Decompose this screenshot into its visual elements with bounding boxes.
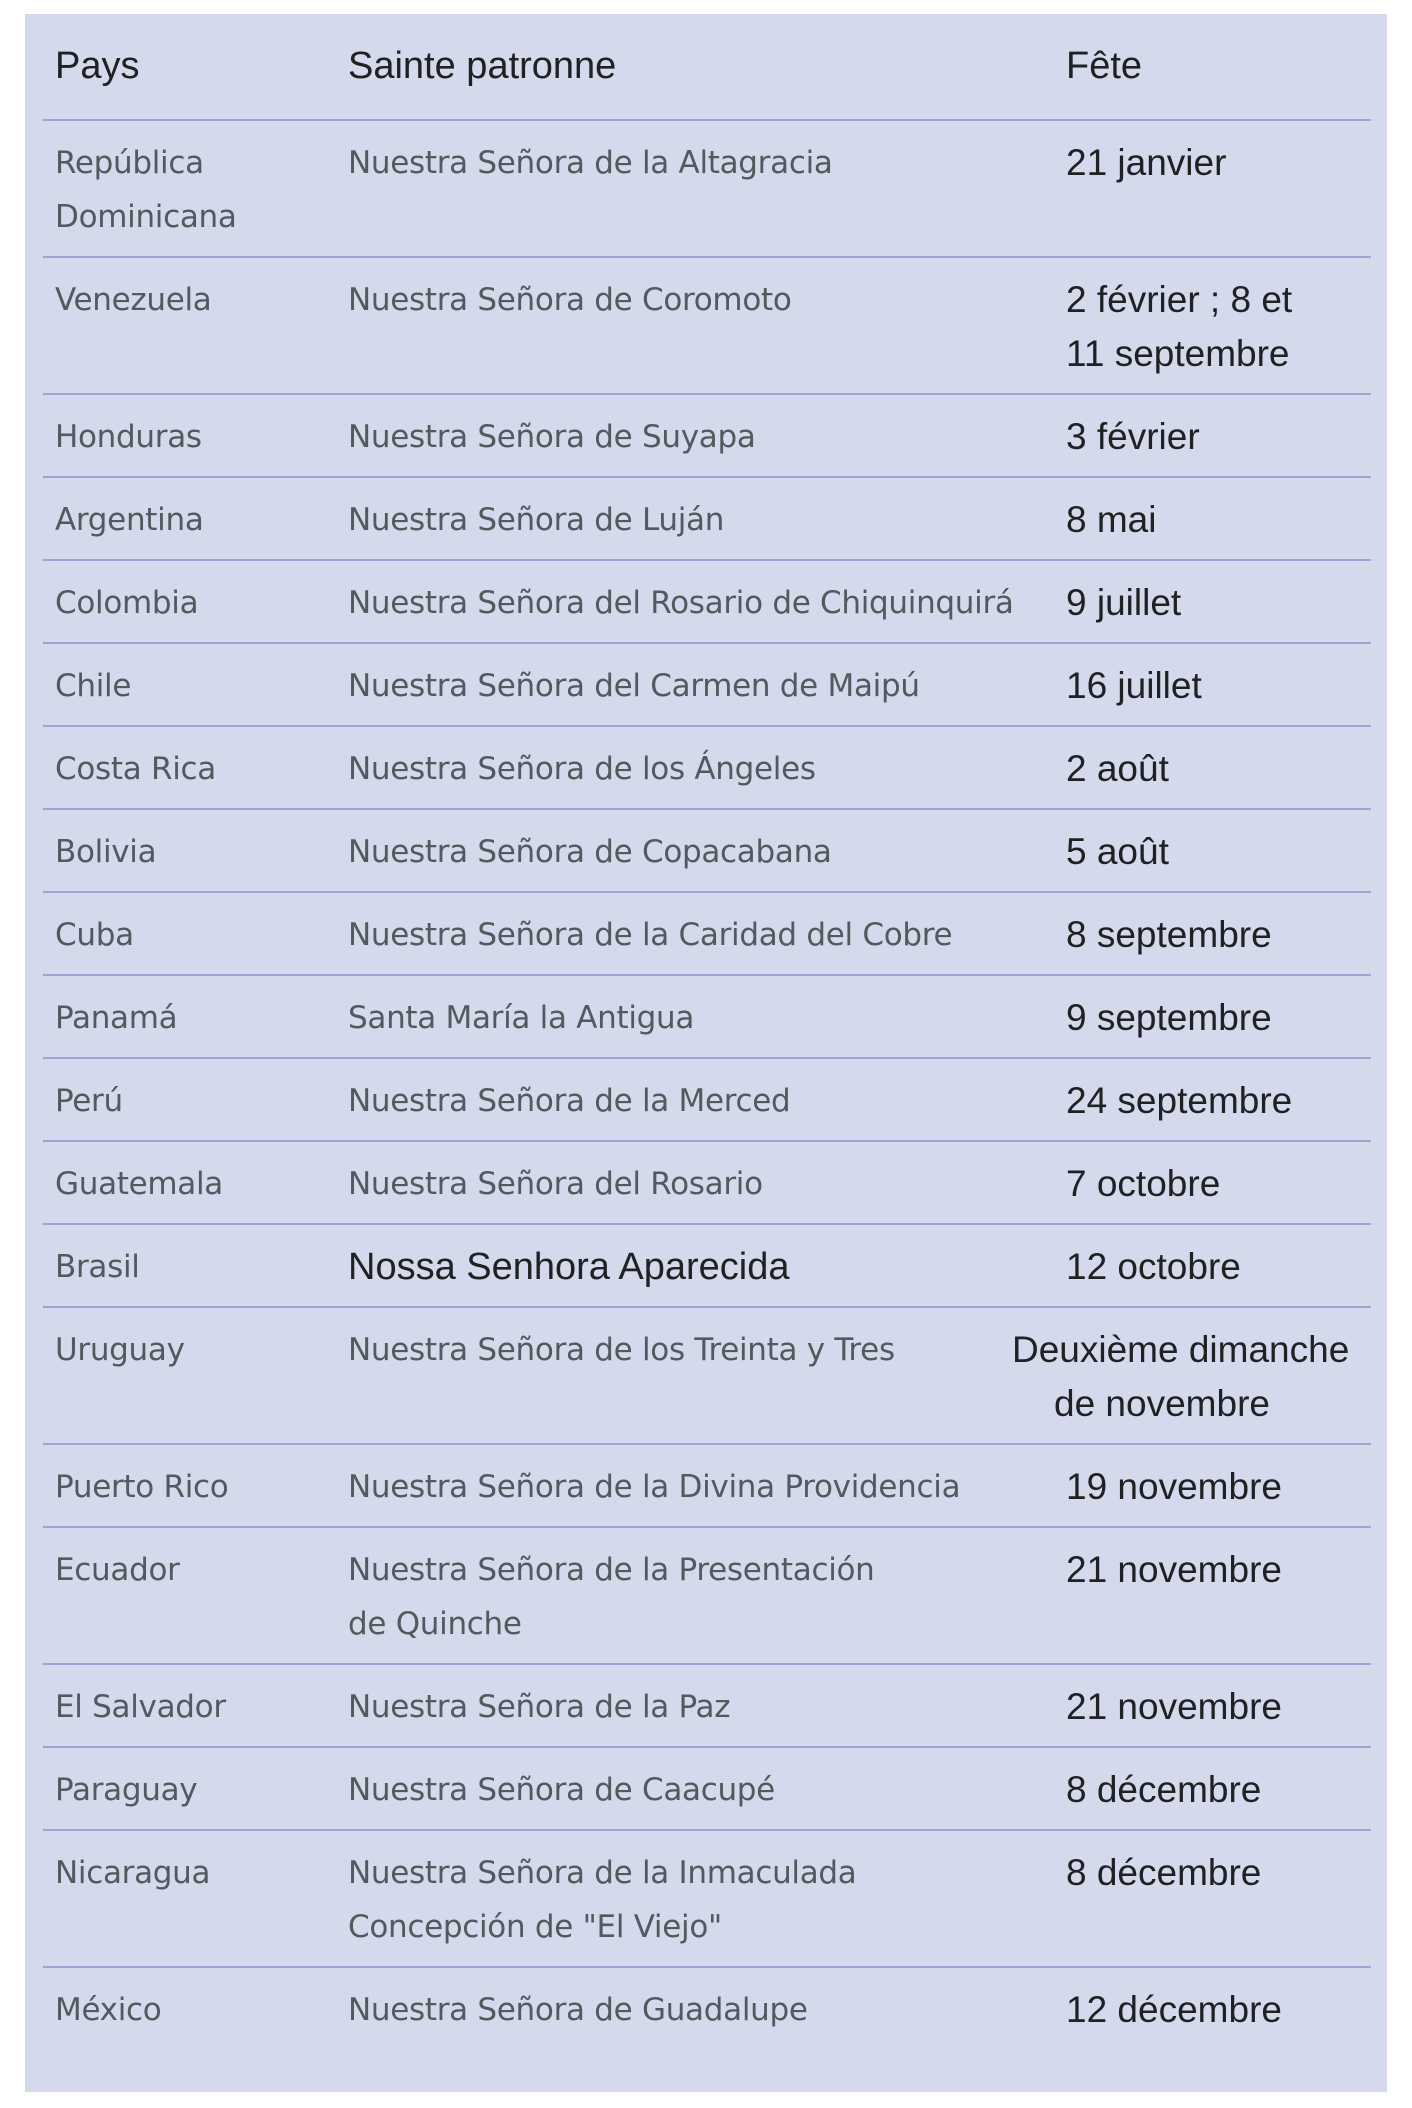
- cell-fete: [1012, 1307, 1371, 1444]
- cell-sainte-line: Concepción de "El Viejo": [348, 1909, 722, 1945]
- cell-sainte-line: Nuestra Señora de Coromoto: [348, 282, 792, 318]
- cell-pays-line: El Salvador: [55, 1689, 226, 1725]
- cell-sainte-line: Nuestra Señora del Rosario de Chiquinquirá: [348, 585, 1014, 621]
- cell-pays-line: Dominicana: [55, 199, 237, 235]
- cell-fete: [1054, 477, 1371, 560]
- cell-fete-line: 2 août: [1066, 748, 1169, 789]
- table-row: [43, 975, 1371, 1058]
- cell-sainte: [336, 1747, 1054, 1830]
- cell-pays: [43, 892, 336, 975]
- cell-sainte-line: Nuestra Señora de Caacupé: [348, 1772, 775, 1808]
- cell-fete: [1054, 1830, 1371, 1967]
- cell-pays-line: Panamá: [55, 1000, 178, 1036]
- cell-sainte-line: Nuestra Señora de Guadalupe: [348, 1992, 808, 2028]
- cell-fete-line: 9 septembre: [1066, 997, 1272, 1038]
- cell-fete: [1054, 1444, 1371, 1527]
- cell-pays: [43, 1664, 336, 1747]
- cell-sainte-line: Nuestra Señora de la Altagracia: [348, 145, 833, 181]
- cell-sainte-line: Nuestra Señora de la Presentación: [348, 1552, 875, 1588]
- table-row: [43, 1224, 1371, 1307]
- cell-pays: [43, 1058, 336, 1141]
- cell-pays: [43, 1967, 336, 2049]
- cell-fete-line: 24 septembre: [1066, 1080, 1293, 1121]
- table-row: [43, 477, 1371, 560]
- cell-fete-line: 21 janvier: [1066, 142, 1227, 183]
- cell-fete-line: 8 mai: [1066, 499, 1157, 540]
- cell-sainte: [336, 1527, 1054, 1664]
- table-row: [43, 1967, 1371, 2049]
- cell-pays: [43, 560, 336, 643]
- cell-pays-line: Honduras: [55, 419, 202, 455]
- cell-pays: [43, 1527, 336, 1664]
- cell-fete-line: 9 juillet: [1066, 582, 1182, 623]
- cell-pays-line: Guatemala: [55, 1166, 223, 1202]
- cell-fete-line: de novembre: [1054, 1383, 1270, 1424]
- cell-sainte-line: Nuestra Señora de Suyapa: [348, 419, 756, 455]
- cell-pays-line: Paraguay: [55, 1772, 198, 1808]
- cell-sainte-line: Nuestra Señora de la Inmaculada: [348, 1855, 857, 1891]
- cell-sainte: [336, 120, 1054, 257]
- cell-sainte-line: Nuestra Señora de la Paz: [348, 1689, 731, 1725]
- cell-sainte-line: Santa María la Antigua: [348, 1000, 695, 1036]
- table-row: [43, 120, 1371, 257]
- cell-pays: [43, 1444, 336, 1527]
- cell-fete-line: 21 novembre: [1066, 1686, 1282, 1727]
- table-row: [43, 892, 1371, 975]
- cell-sainte: [336, 477, 1054, 560]
- cell-fete: [1054, 1141, 1371, 1224]
- table-row: [43, 1830, 1371, 1967]
- cell-sainte-line: Nuestra Señora de los Treinta y Tres: [348, 1332, 895, 1368]
- cell-pays: [43, 1307, 336, 1444]
- cell-fete: [1054, 1967, 1371, 2049]
- cell-pays: [43, 257, 336, 394]
- table-row: [43, 1307, 1371, 1444]
- cell-pays-line: Brasil: [55, 1249, 140, 1285]
- cell-pays-line: Puerto Rico: [55, 1469, 229, 1505]
- cell-fete-line: 2 février ; 8 et: [1066, 279, 1293, 320]
- table-header-row: [43, 14, 1371, 120]
- cell-fete-line: 12 octobre: [1066, 1246, 1241, 1287]
- cell-sainte: [336, 892, 1054, 975]
- cell-sainte: [336, 809, 1054, 892]
- cell-sainte: [336, 257, 1054, 394]
- cell-pays-line: Colombia: [55, 585, 199, 621]
- cell-pays: [43, 1830, 336, 1967]
- cell-sainte-line: Nuestra Señora de la Caridad del Cobre: [348, 917, 953, 953]
- cell-fete-line: 7 octobre: [1066, 1163, 1221, 1204]
- cell-pays: [43, 809, 336, 892]
- cell-pays: [43, 643, 336, 726]
- cell-fete-line: 3 février: [1066, 416, 1200, 457]
- cell-sainte: [336, 1307, 1054, 1444]
- cell-sainte-line: Nuestra Señora del Carmen de Maipú: [348, 668, 920, 704]
- cell-pays-line: Perú: [55, 1083, 123, 1119]
- cell-sainte: [336, 560, 1054, 643]
- cell-pays: [43, 1224, 336, 1307]
- table-row: [43, 726, 1371, 809]
- cell-pays: [43, 726, 336, 809]
- cell-fete-line: 5 août: [1066, 831, 1169, 872]
- cell-fete: [1054, 1747, 1371, 1830]
- table-row: [43, 257, 1371, 394]
- table-row: [43, 1444, 1371, 1527]
- cell-sainte: [336, 1830, 1054, 1967]
- cell-fete: [1054, 1527, 1371, 1664]
- table-row: [43, 394, 1371, 477]
- header-pays: Pays: [43, 14, 336, 120]
- cell-pays-line: República: [55, 145, 204, 181]
- cell-sainte: [336, 1224, 1054, 1307]
- table-row: [43, 809, 1371, 892]
- cell-sainte: [336, 1444, 1054, 1527]
- cell-sainte-line: Nuestra Señora de la Divina Providencia: [348, 1469, 961, 1505]
- cell-sainte-line: Nuestra Señora del Rosario: [348, 1166, 763, 1202]
- cell-pays-line: Bolivia: [55, 834, 157, 870]
- cell-fete-line: 19 novembre: [1066, 1466, 1282, 1507]
- cell-fete: [1054, 120, 1371, 257]
- cell-pays-line: México: [55, 1992, 162, 2028]
- cell-fete: [1054, 892, 1371, 975]
- table-row: [43, 1747, 1371, 1830]
- header-fete: Fête: [1054, 14, 1371, 120]
- cell-sainte-line: Nuestra Señora de la Merced: [348, 1083, 791, 1119]
- cell-fete: [1054, 1664, 1371, 1747]
- cell-fete-line: 21 novembre: [1066, 1549, 1282, 1590]
- cell-sainte: [336, 1967, 1054, 2049]
- cell-fete-line: 8 décembre: [1066, 1852, 1262, 1893]
- cell-fete-line: 8 décembre: [1066, 1769, 1262, 1810]
- table-row: [43, 1527, 1371, 1664]
- cell-pays: [43, 477, 336, 560]
- cell-fete-line: 11 septembre: [1066, 333, 1290, 374]
- cell-sainte-line: de Quinche: [348, 1606, 522, 1642]
- cell-fete: [1054, 643, 1371, 726]
- cell-pays: [43, 975, 336, 1058]
- table-row: [43, 1058, 1371, 1141]
- cell-fete: [1054, 1224, 1371, 1307]
- cell-pays-line: Cuba: [55, 917, 134, 953]
- cell-fete: [1054, 975, 1371, 1058]
- patron-saints-table: [43, 14, 1371, 2049]
- cell-fete-line: Deuxième dimanche: [1012, 1329, 1350, 1370]
- table-row: [43, 1664, 1371, 1747]
- cell-pays: [43, 1747, 336, 1830]
- cell-sainte: [336, 1058, 1054, 1141]
- cell-fete: [1054, 726, 1371, 809]
- cell-sainte-line: Nuestra Señora de los Ángeles: [348, 751, 816, 787]
- cell-fete-line: 12 décembre: [1066, 1989, 1282, 2030]
- cell-pays-line: Nicaragua: [55, 1855, 211, 1891]
- cell-sainte: [336, 1141, 1054, 1224]
- cell-pays: [43, 1141, 336, 1224]
- table-row: [43, 643, 1371, 726]
- cell-sainte-line: Nuestra Señora de Copacabana: [348, 834, 832, 870]
- table-row: [43, 1141, 1371, 1224]
- cell-sainte-line: Nossa Senhora Aparecida: [348, 1246, 790, 1288]
- header-sainte-patronne: Sainte patronne: [336, 14, 1054, 120]
- table-row: [43, 560, 1371, 643]
- cell-fete: [1054, 257, 1371, 394]
- cell-sainte: [336, 975, 1054, 1058]
- cell-pays-line: Argentina: [55, 502, 204, 538]
- cell-sainte-line: Nuestra Señora de Luján: [348, 502, 725, 538]
- cell-fete-line: 8 septembre: [1066, 914, 1272, 955]
- cell-pays-line: Ecuador: [55, 1552, 180, 1588]
- cell-pays-line: Chile: [55, 668, 132, 704]
- cell-fete: [1054, 560, 1371, 643]
- cell-sainte: [336, 726, 1054, 809]
- cell-pays-line: Venezuela: [55, 282, 212, 318]
- cell-fete: [1054, 394, 1371, 477]
- table-panel: [25, 14, 1387, 2092]
- cell-sainte: [336, 1664, 1054, 1747]
- cell-pays-line: Costa Rica: [55, 751, 216, 787]
- cell-pays-line: Uruguay: [55, 1332, 185, 1368]
- cell-fete: [1054, 809, 1371, 892]
- cell-fete-line: 16 juillet: [1066, 665, 1202, 706]
- cell-fete: [1054, 1058, 1371, 1141]
- cell-sainte: [336, 643, 1054, 726]
- cell-sainte: [336, 394, 1054, 477]
- cell-pays: [43, 120, 336, 257]
- cell-pays: [43, 394, 336, 477]
